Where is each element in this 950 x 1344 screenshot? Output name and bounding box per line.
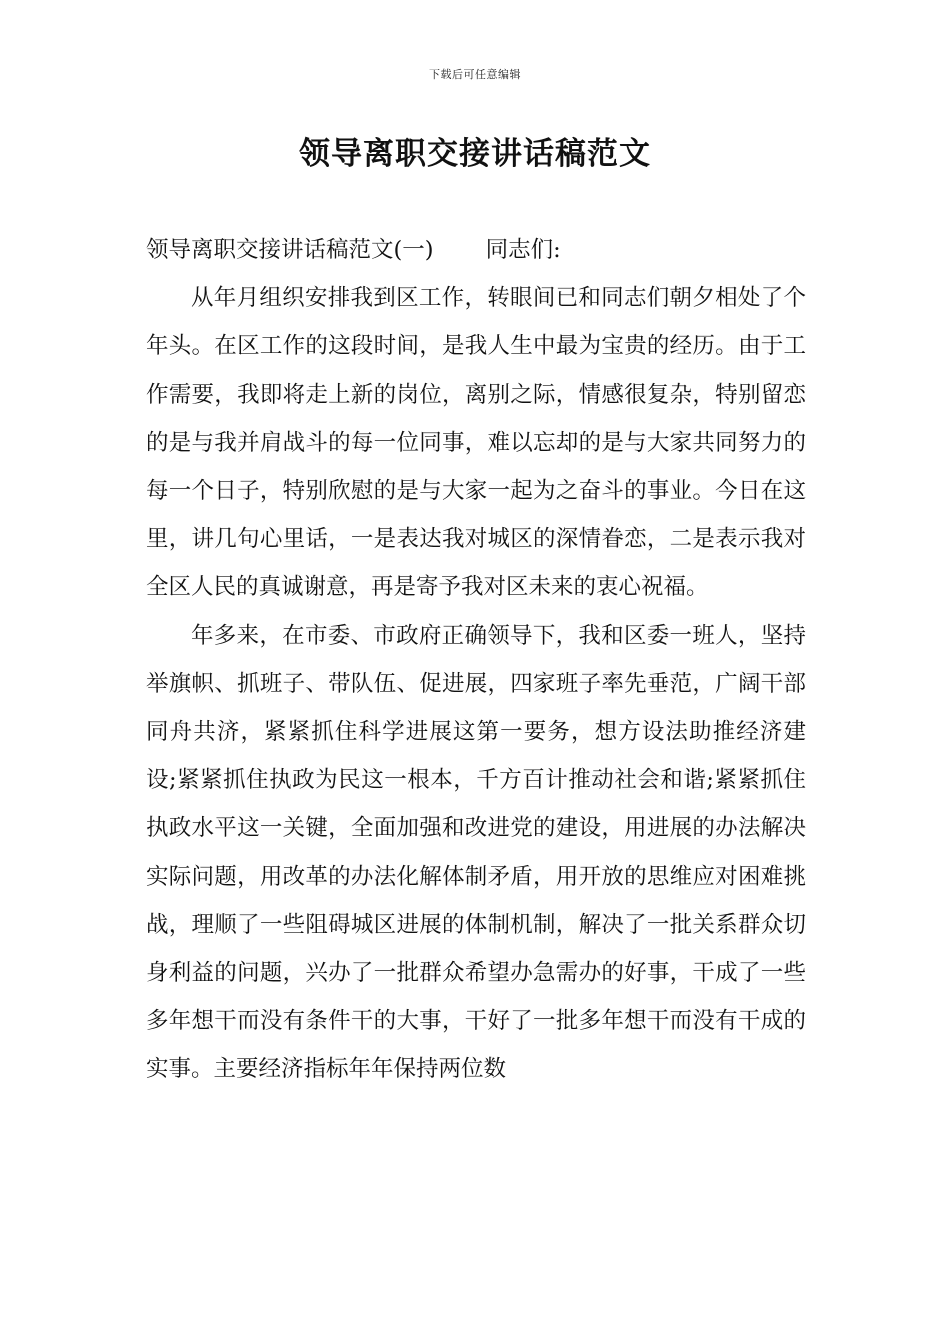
greeting: 同志们: bbox=[485, 237, 561, 263]
document-subtitle: 领导离职交接讲话稿范文(一) bbox=[146, 237, 434, 263]
paragraph-1: 从年月组织安排我到区工作，转眼间已和同志们朝夕相处了个年头。在区工作的这段时间，是我人生中最为宝贵的经历。由于工作需要，我即将走上新的岗位，离别之际，情感很复杂，特别留恋的是与我并肩战斗的每一位同事，难以忘却的是与大家共同努力的每一个日子，特别欣慰的是与大家一起为之奋斗的事业。今日在这里，讲几句心里话，一是表达我对城区的深情眷恋，二是表示我对全区人民的真诚谢意，再是寄予我对区未来的衷心祝福。 bbox=[146, 285, 806, 601]
subtitle-line bbox=[146, 226, 806, 274]
document-title: 领导离职交接讲话稿范文 bbox=[299, 136, 651, 172]
paragraph-2: 年多来，在市委、市政府正确领导下，我和区委一班人，坚持举旗帜、抓班子、带队伍、促进展，四家班子率先垂范，广阔干部同舟共济，紧紧抓住科学进展这第一要务，想方设法助推经济建设;紧紧抓住执政为民这一根本，千方百计推动社会和谐;紧紧抓住执政水平这一关键，全面加强和改进党的建设，用进展的办法解决实际问题，用改革的办法化解体制矛盾，用开放的思维应对困难挑战，理顺了一些阻碍城区进展的体制机制，解决了一批关系群众切身利益的问题，兴办了一批群众希望办急需办的好事，干成了一些多年想干而没有条件干的大事，干好了一批多年想干而没有干成的实事。主要经济指标年年保持两位数 bbox=[146, 622, 806, 1083]
header-note: 下载后可任意编辑 bbox=[429, 68, 521, 81]
document-body bbox=[146, 226, 806, 1094]
